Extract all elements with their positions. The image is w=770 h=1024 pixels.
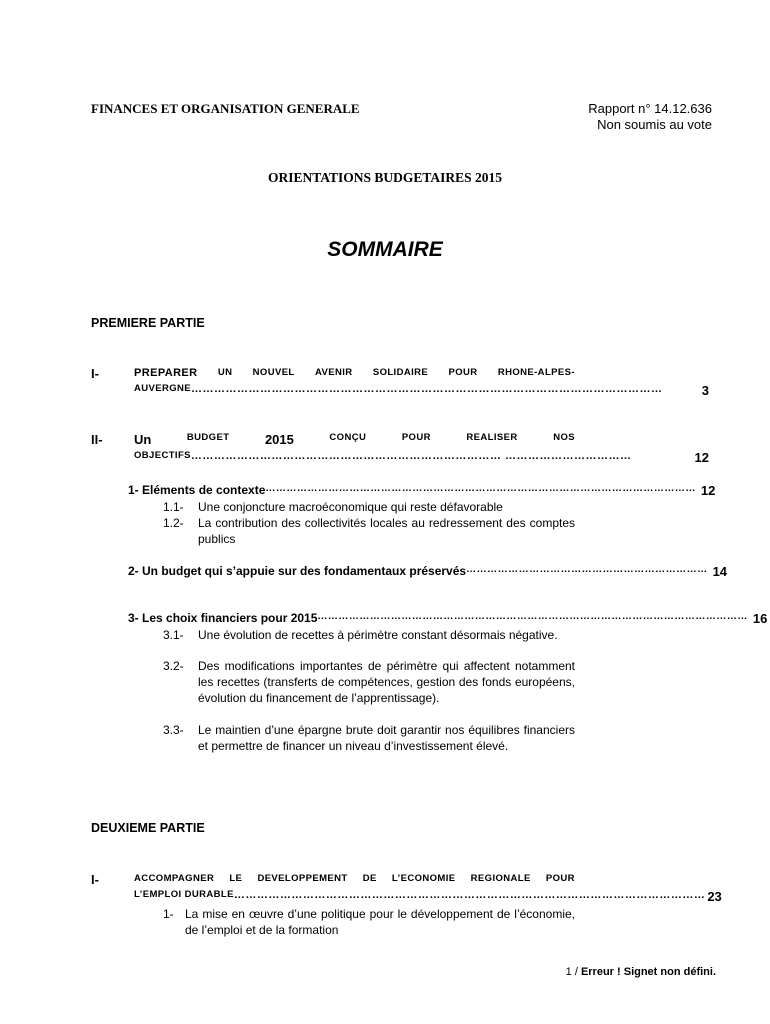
toc-subitem-text: Une évolution de recettes à périmètre constant désormais négative.	[198, 628, 558, 642]
toc-word: POUR	[401, 432, 431, 443]
toc-page-number: 16	[752, 611, 768, 626]
toc-page-number: 3	[701, 383, 709, 398]
toc-subitem[interactable]	[163, 906, 575, 938]
toc-section-entry[interactable]	[128, 483, 716, 498]
toc-section-title: 1- Eléments de contexte	[128, 483, 266, 497]
toc-entry-title[interactable]	[134, 367, 575, 379]
dot-leader: ……………………………………………………………………… ……………………………	[190, 450, 632, 462]
toc-word: ACCOMPAGNER	[134, 873, 215, 884]
toc-subitem-text: Des modifications importantes de périmètre qui affectent notamment les recettes (transferts de compétences, gestion des fonds européens, évolution du financement de l’apprentissage).	[198, 659, 575, 705]
toc-section-entry[interactable]	[128, 564, 728, 579]
toc-section-entry[interactable]	[128, 611, 768, 626]
toc-subitem-number: 1.2-	[163, 516, 184, 530]
toc-page-number: 12	[694, 450, 709, 465]
page-title: SOMMAIRE	[327, 238, 443, 261]
toc-text: OBJECTIFS	[134, 450, 191, 461]
toc-word: DE	[362, 873, 377, 884]
toc-subitem-number: 3.3-	[163, 723, 184, 737]
toc-word: LE	[229, 873, 243, 884]
toc-word: NOS	[553, 432, 575, 443]
toc-word: CONÇU	[329, 432, 367, 443]
dot-leader: ……………………………………………………………………………………………………………	[233, 889, 706, 901]
report-number: Rapport n° 14.12.636	[588, 101, 712, 116]
toc-subitem[interactable]	[163, 722, 575, 754]
toc-word: DEVELOPPEMENT	[257, 873, 348, 884]
department-heading: FINANCES ET ORGANISATION GENERALE	[91, 101, 360, 116]
toc-subitem-text: La mise en œuvre d’une politique pour le développement de l’économie, de l’emploi et de la formation	[185, 907, 575, 937]
toc-text: AUVERGNE	[134, 383, 192, 394]
toc-word: L’ECONOMIE	[391, 873, 456, 884]
toc-page-number: 23	[707, 889, 722, 904]
toc-number: I-	[91, 366, 99, 381]
toc-word: AVENIR	[314, 367, 353, 378]
toc-entry-title[interactable]	[134, 873, 575, 884]
toc-subitem-number: 3.1-	[163, 628, 184, 642]
toc-number: II-	[91, 432, 103, 447]
toc-subitem[interactable]	[163, 658, 575, 706]
toc-word: REALISER	[466, 432, 518, 443]
page-number: 1 /	[565, 966, 581, 978]
toc-subitem-text: Une conjoncture macroéconomique qui reste défavorable	[198, 500, 503, 514]
toc-word: Un	[134, 432, 152, 447]
toc-subitem[interactable]	[163, 515, 575, 547]
toc-text: L’EMPLOI DURABLE	[134, 889, 234, 900]
dot-leader: ……………………………………………………………………………………………………………	[191, 383, 663, 395]
toc-entry-line[interactable]	[134, 450, 709, 465]
vote-status: Non soumis au vote	[597, 117, 712, 132]
toc-section-title: 2- Un budget qui s’appuie sur des fondamentaux préservés	[128, 564, 467, 578]
toc-word: PREPARER	[134, 367, 198, 379]
toc-subitem-text: Le maintien d’une épargne brute doit garantir nos équilibres financiers et permettre de financer un niveau d’investissement élevé.	[198, 723, 575, 753]
part-heading-2: DEUXIEME PARTIE	[91, 821, 205, 835]
toc-page-number: 12	[700, 483, 716, 498]
toc-word: REGIONALE	[470, 873, 531, 884]
toc-subitem-number: 1.1-	[163, 500, 184, 514]
toc-entry-line[interactable]	[134, 383, 709, 398]
bookmark-error: Erreur ! Signet non défini.	[580, 966, 716, 978]
toc-word: UN	[217, 367, 233, 378]
document-subtitle: ORIENTATIONS BUDGETAIRES 2015	[267, 170, 503, 185]
toc-entry-title[interactable]	[134, 432, 575, 447]
dot-leader: ……………………………………………………………	[466, 564, 708, 575]
toc-subitem-text: La contribution des collectivités locales au redressement des comptes publics	[198, 516, 575, 546]
toc-word: RHONE-ALPES-	[497, 367, 575, 378]
part-heading-1: PREMIERE PARTIE	[91, 316, 205, 330]
toc-word: POUR	[545, 873, 575, 884]
toc-entry-line[interactable]	[134, 889, 722, 904]
dot-leader: ……………………………………………………………………………………………………………	[265, 483, 696, 494]
toc-section-title: 3- Les choix financiers pour 2015	[128, 611, 318, 625]
toc-subitem[interactable]	[163, 627, 575, 643]
toc-word: SOLIDAIRE	[372, 367, 429, 378]
toc-subitem-number: 3.2-	[163, 659, 184, 673]
toc-number: I-	[91, 872, 99, 887]
page-footer	[566, 966, 716, 978]
toc-word: BUDGET	[186, 432, 230, 443]
toc-word: NOUVEL	[252, 367, 295, 378]
dot-leader: ……………………………………………………………………………………………………………	[317, 611, 748, 622]
toc-word: 2015	[264, 432, 294, 447]
toc-subitem[interactable]	[163, 499, 575, 515]
report-reference	[588, 101, 712, 133]
toc-word: POUR	[448, 367, 478, 378]
toc-page-number: 14	[712, 564, 728, 579]
toc-subitem-number: 1-	[163, 907, 174, 921]
